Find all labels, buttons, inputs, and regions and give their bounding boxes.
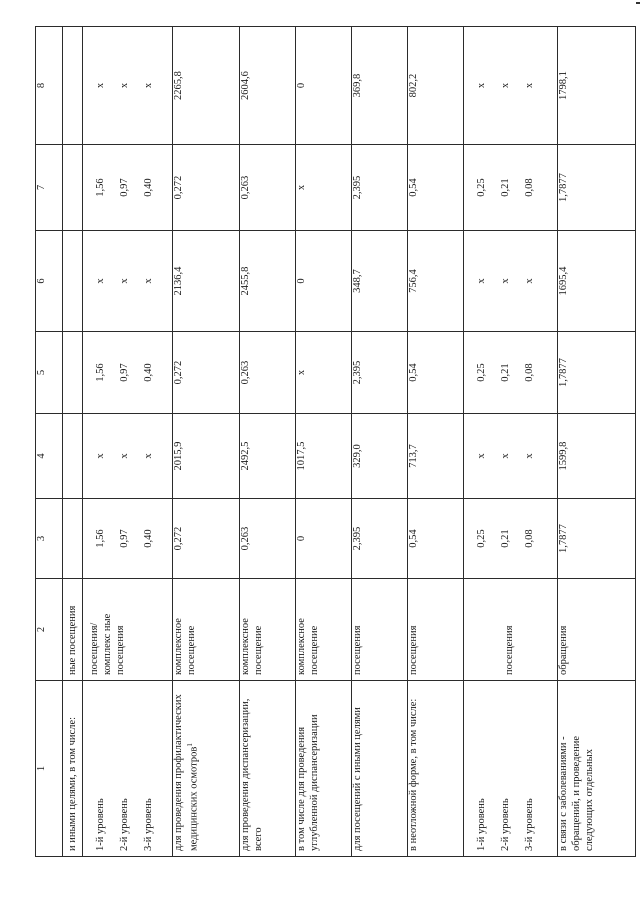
row-unit: ные посещения	[63, 579, 83, 681]
row-unit: посещения	[352, 579, 408, 681]
row-unit: комплексное посещение	[240, 579, 296, 681]
row-value: 0,21	[500, 529, 511, 548]
row-value: 1,56	[95, 529, 106, 548]
row-value: х	[119, 278, 130, 284]
level-label: 1-й уровень	[95, 798, 106, 851]
row-value: 0,08	[524, 178, 535, 197]
row-value-group	[464, 145, 558, 231]
row-value: 2455,8	[240, 231, 296, 332]
header-cell-2: 2	[36, 579, 63, 681]
row-value: 0,263	[240, 145, 296, 231]
row-value: 2604,6	[240, 27, 296, 145]
row-label: в том числе для проведения углубленной диспансеризации	[296, 681, 352, 857]
row-value: 2,395	[352, 332, 408, 414]
edge-mark	[636, 2, 640, 4]
level-label: 1-й уровень	[476, 798, 487, 851]
row-label: и иными целями, в том числе:	[63, 681, 83, 857]
row-value: х	[476, 82, 487, 89]
level-label: 3-й уровень	[143, 798, 154, 851]
row-value: 0,272	[173, 332, 240, 414]
row-value: 2492,5	[240, 414, 296, 499]
row-label: для проведения диспансеризации, всего	[240, 681, 296, 857]
row-value: 0,25	[476, 363, 487, 382]
row-value: 2265,8	[173, 27, 240, 145]
row-value: 1,7877	[558, 145, 636, 231]
row-value: 1017,5	[296, 414, 352, 499]
row-value: 2,395	[352, 499, 408, 579]
row-value: 0,25	[476, 178, 487, 197]
table-row	[83, 27, 173, 857]
row-value	[63, 231, 83, 332]
row-value: х	[296, 332, 352, 414]
row-value: 0,54	[408, 499, 464, 579]
header-cell-5: 5	[36, 332, 63, 414]
header-cell-4: 4	[36, 414, 63, 499]
row-value-group	[464, 332, 558, 414]
row-value: х	[143, 278, 154, 284]
row-value: 0,08	[524, 363, 535, 382]
row-value: 0,08	[524, 529, 535, 548]
row-label: в связи с заболеваниями - обращений, и проведение следующих отдельных	[558, 681, 636, 857]
row-value: 1798,1	[558, 27, 636, 145]
row-value: 2136,4	[173, 231, 240, 332]
row-unit: комплексное посещение	[296, 579, 352, 681]
row-value-group	[83, 332, 173, 414]
table-row	[352, 27, 408, 857]
row-value	[63, 145, 83, 231]
table-row	[173, 27, 240, 857]
header-cell-1: 1	[36, 681, 63, 857]
row-value: х	[476, 453, 487, 459]
row-unit: посещения	[408, 579, 464, 681]
row-label-levels	[464, 681, 558, 857]
row-value: х	[95, 278, 106, 284]
row-unit: обращения	[558, 579, 636, 681]
row-value: 0,40	[143, 529, 154, 548]
table-row	[296, 27, 352, 857]
row-value-group	[83, 499, 173, 579]
row-value: 0,40	[143, 178, 154, 197]
row-value: х	[500, 82, 511, 89]
row-value: 0,97	[119, 178, 130, 197]
table-row	[464, 27, 558, 857]
row-value: х	[143, 453, 154, 459]
row-value: х	[500, 453, 511, 459]
row-value: х	[524, 278, 535, 284]
row-value: х	[95, 82, 106, 89]
row-value: 329,0	[352, 414, 408, 499]
row-value-group	[83, 414, 173, 499]
row-value: 0,25	[476, 529, 487, 548]
row-value: х	[95, 453, 106, 459]
table-header-row	[36, 27, 63, 857]
row-value: 1,56	[95, 178, 106, 197]
row-value	[63, 332, 83, 414]
level-label: 3-й уровень	[524, 798, 535, 851]
header-cell-3: 3	[36, 499, 63, 579]
row-unit: посещения	[464, 579, 558, 681]
row-value-group	[464, 414, 558, 499]
row-value	[63, 27, 83, 145]
row-value: 0,54	[408, 145, 464, 231]
table-row	[63, 27, 83, 857]
header-cell-6: 6	[36, 231, 63, 332]
header-cell-7: 7	[36, 145, 63, 231]
row-value: 1,56	[95, 363, 106, 382]
row-label-levels	[83, 681, 173, 857]
table-row	[558, 27, 636, 857]
row-value: 0	[296, 27, 352, 145]
row-value: 0,272	[173, 145, 240, 231]
row-unit: посещения/комплекс ные посещения	[83, 579, 173, 681]
header-cell-8: 8	[36, 27, 63, 145]
row-value: х	[119, 82, 130, 89]
row-value: 1,7877	[558, 332, 636, 414]
row-value: 0	[296, 231, 352, 332]
level-label: 2-й уровень	[119, 798, 130, 851]
row-value-group	[83, 27, 173, 145]
footnote-mark: 1	[185, 743, 194, 747]
row-value: х	[524, 82, 535, 89]
row-value: 0,40	[143, 363, 154, 382]
row-value-group	[83, 231, 173, 332]
row-value: х	[476, 278, 487, 284]
row-value: 713,7	[408, 414, 464, 499]
table-row	[240, 27, 296, 857]
row-value: 802,2	[408, 27, 464, 145]
row-value: 369,8	[352, 27, 408, 145]
row-value: х	[119, 453, 130, 459]
row-value-group	[464, 27, 558, 145]
row-value: х	[500, 278, 511, 284]
row-value: 0,263	[240, 499, 296, 579]
tariff-table	[35, 26, 636, 857]
row-label: в неотложной форме, в том числе:	[408, 681, 464, 857]
row-value: 756,4	[408, 231, 464, 332]
row-value: 0,272	[173, 499, 240, 579]
row-value-group	[464, 499, 558, 579]
row-value: 1,7877	[558, 499, 636, 579]
row-value: х	[143, 82, 154, 89]
row-value: 2,395	[352, 145, 408, 231]
row-value: 0	[296, 499, 352, 579]
row-value: 0,54	[408, 332, 464, 414]
level-label: 2-й уровень	[500, 798, 511, 851]
row-value: 0,21	[500, 363, 511, 382]
row-value: х	[296, 145, 352, 231]
table-row	[408, 27, 464, 857]
row-value: 348,7	[352, 231, 408, 332]
row-value	[63, 414, 83, 499]
rotated-table-container	[35, 27, 605, 857]
row-value-group	[464, 231, 558, 332]
row-label: для проведения профилактических медицинских осмотров$^1$	[173, 681, 240, 857]
row-value: 0,21	[500, 178, 511, 197]
row-value: х	[524, 453, 535, 459]
row-value: 0,97	[119, 363, 130, 382]
row-value	[63, 499, 83, 579]
row-value-group	[83, 145, 173, 231]
row-value: 0,263	[240, 332, 296, 414]
row-value: 1695,4	[558, 231, 636, 332]
row-value: 0,97	[119, 529, 130, 548]
row-label: для посещений с иными целями	[352, 681, 408, 857]
row-unit: комплексное посещение	[173, 579, 240, 681]
row-value: 1599,8	[558, 414, 636, 499]
row-value: 2015,9	[173, 414, 240, 499]
